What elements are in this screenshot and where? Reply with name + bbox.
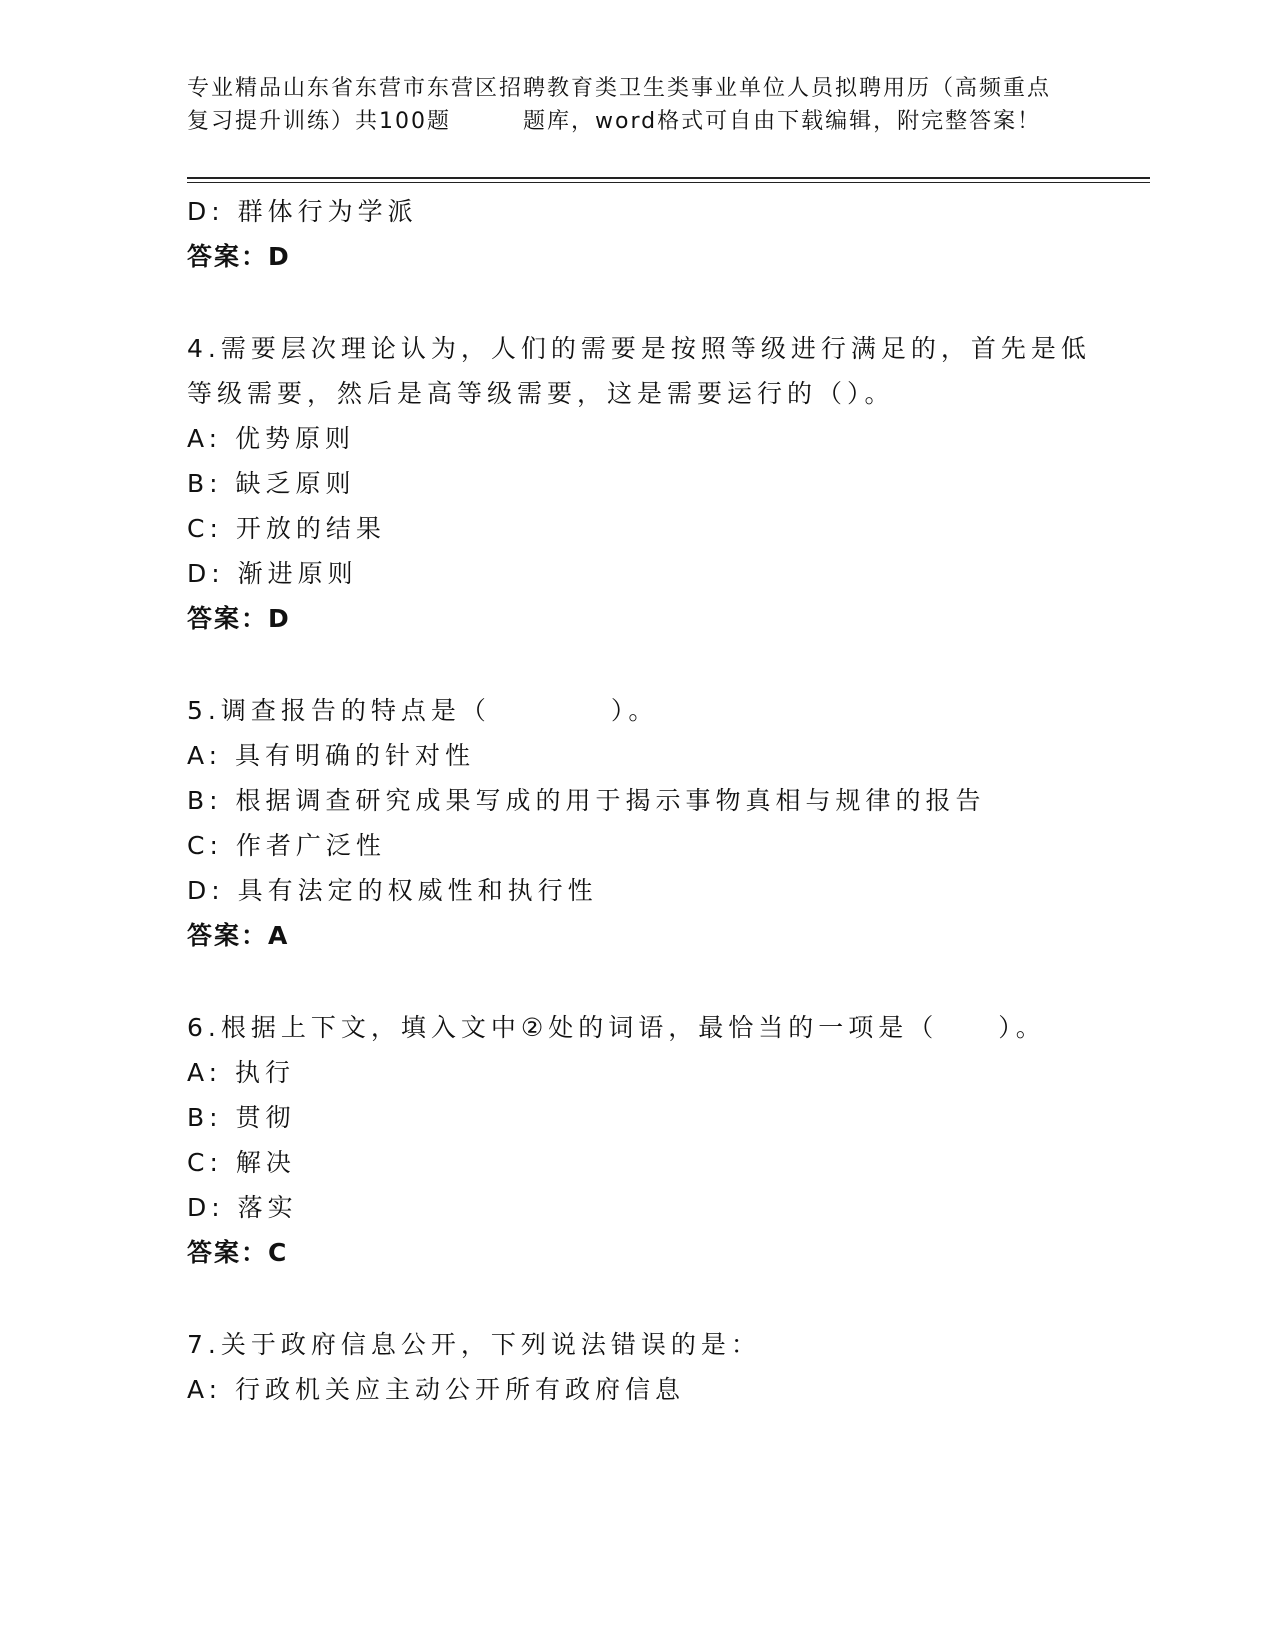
option-c: C: 解决 <box>187 1148 296 1177</box>
option-a: A: 优势原则 <box>187 424 356 453</box>
option-d: D: 落实 <box>187 1193 298 1222</box>
option-d: D: 群体行为学派 <box>187 197 418 226</box>
question-6 <box>187 1005 1150 1275</box>
answer-line: 答案：D <box>187 604 291 633</box>
option-a: A: 具有明确的针对性 <box>187 741 476 770</box>
option-d: D: 具有法定的权威性和执行性 <box>187 876 598 905</box>
document-header <box>187 72 1087 138</box>
question-stem: 4.需要层次理论认为，人们的需要是按照等级进行满足的，首先是低 <box>187 334 1091 363</box>
question-stem: 等级需要，然后是高等级需要，这是需要运行的（）。 <box>187 379 895 408</box>
question-4 <box>187 326 1150 641</box>
option-b: B: 根据调查研究成果写成的用于揭示事物真相与规律的报告 <box>187 786 986 815</box>
question-stem: 7.关于政府信息公开，下列说法错误的是： <box>187 1330 761 1359</box>
header-divider-thin <box>187 182 1150 183</box>
option-b: B: 贯彻 <box>187 1103 296 1132</box>
option-b: B: 缺乏原则 <box>187 469 356 498</box>
option-c: C: 开放的结果 <box>187 514 386 543</box>
document-body <box>187 189 1150 1412</box>
question-5 <box>187 688 1150 958</box>
answer-line: 答案：A <box>187 921 290 950</box>
option-a: A: 行政机关应主动公开所有政府信息 <box>187 1375 686 1404</box>
answer-line: 答案：C <box>187 1238 289 1267</box>
question-7 <box>187 1322 1150 1412</box>
option-a: A: 执行 <box>187 1058 296 1087</box>
option-c: C: 作者广泛性 <box>187 831 386 860</box>
question-stem: 5.调查报告的特点是（ ）。 <box>187 696 659 725</box>
question-stem: 6.根据上下文，填入文中②处的词语，最恰当的一项是（ ）。 <box>187 1013 1046 1042</box>
header-line-1: 专业精品山东省东营市东营区招聘教育类卫生类事业单位人员拟聘用历（高频重点 <box>187 76 1052 101</box>
option-d: D: 渐进原则 <box>187 559 358 588</box>
header-divider-thick <box>187 177 1150 179</box>
answer-line: 答案：D <box>187 242 291 271</box>
header-line-2: 复习提升训练）共100题 题库，word格式可自由下载编辑，附完整答案！ <box>187 109 1042 134</box>
